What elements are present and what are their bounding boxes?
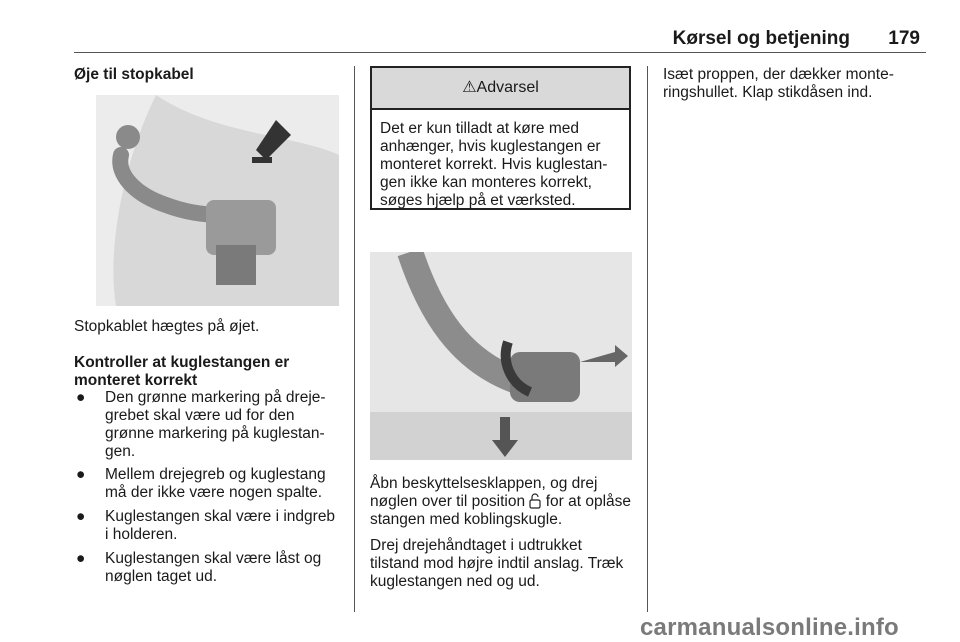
- col3-line-2: ringshullet. Klap stikdåsen ind.: [663, 84, 873, 101]
- warning-line-1: Det er kun tilladt at køre med: [380, 120, 579, 137]
- warning-line-4: gen ikke kan monteres korrekt,: [380, 174, 592, 191]
- warning-box: [370, 66, 631, 210]
- warning-line-3: monteret korrekt. Hvis kuglestan-: [380, 156, 608, 173]
- warning-body: [372, 110, 629, 210]
- bullet-3-line-2: i holderen.: [105, 526, 178, 543]
- bullet-1-line-1: Den grønne markering på dreje-: [105, 389, 326, 406]
- watermark: carmanualsonline.info: [640, 614, 899, 641]
- bullet-marker: ●: [76, 389, 86, 406]
- caption-stop-cable: Stopkablet hægtes på øjet.: [74, 318, 260, 335]
- bullet-4-line-1: Kuglestangen skal være låst og: [105, 550, 322, 567]
- para1-line-3: stangen med koblingskugle.: [370, 511, 563, 528]
- tow-bar-removal-illustration: [370, 252, 632, 460]
- bullet-2-line-2: må der ikke være nogen spalte.: [105, 484, 323, 501]
- bullet-4-line-2: nøglen taget ud.: [105, 568, 218, 585]
- warning-line-2: anhænger, hvis kuglestangen er: [380, 138, 601, 155]
- bullet-1-line-4: gen.: [105, 443, 136, 460]
- photo-tow-bar-removal: [370, 252, 632, 460]
- bullet-1-line-3: grønne markering på kuglestan-: [105, 425, 325, 442]
- bullet-marker: ●: [76, 508, 86, 525]
- bullet-marker: ●: [76, 466, 86, 483]
- bullet-2-line-1: Mellem drejegreb og kuglestang: [105, 466, 326, 483]
- warning-header: [372, 68, 629, 110]
- para1-line-2-text: nøglen over til position: [370, 493, 526, 510]
- bullet-3-line-1: Kuglestangen skal være i indgreb: [105, 508, 336, 525]
- header-rule: [74, 52, 926, 53]
- running-header-title: Kørsel og betjening: [672, 28, 850, 49]
- column-divider-2: [647, 66, 648, 612]
- para1-line-1: Åbn beskyttelsesklappen, og drej: [370, 475, 598, 492]
- warning-line-5: søges hjælp på et værksted.: [380, 192, 576, 209]
- bullet-item-1: [76, 389, 366, 469]
- section-heading-stop-cable: Øje til stopkabel: [74, 66, 194, 83]
- subheading-check-line1: Kontroller at kuglestangen er: [74, 354, 290, 371]
- tow-bar-illustration: [96, 95, 339, 306]
- para2-line-1: Drej drejehåndtaget i udtrukket: [370, 537, 582, 554]
- photo-stop-cable-eye: [96, 95, 339, 306]
- bullet-item-4: [76, 550, 366, 590]
- para2-line-2: tilstand mod højre indtil anslag. Træk: [370, 555, 624, 572]
- para1-line-2-tail: for at oplåse: [545, 493, 632, 510]
- subheading-check-line2: monteret korrekt: [74, 372, 198, 389]
- para2-line-3: kuglestangen ned og ud.: [370, 573, 540, 590]
- page-number: 179: [888, 28, 920, 49]
- warning-triangle-icon: ⚠: [462, 79, 477, 96]
- bullet-1-line-2: grebet skal være ud for den: [105, 407, 295, 424]
- bullet-item-2: [76, 466, 366, 506]
- warning-title: Advarsel: [476, 79, 539, 96]
- bullet-item-3: [76, 508, 366, 548]
- col3-line-1: Isæt proppen, der dækker monte-: [663, 66, 894, 83]
- bullet-marker: ●: [76, 550, 86, 567]
